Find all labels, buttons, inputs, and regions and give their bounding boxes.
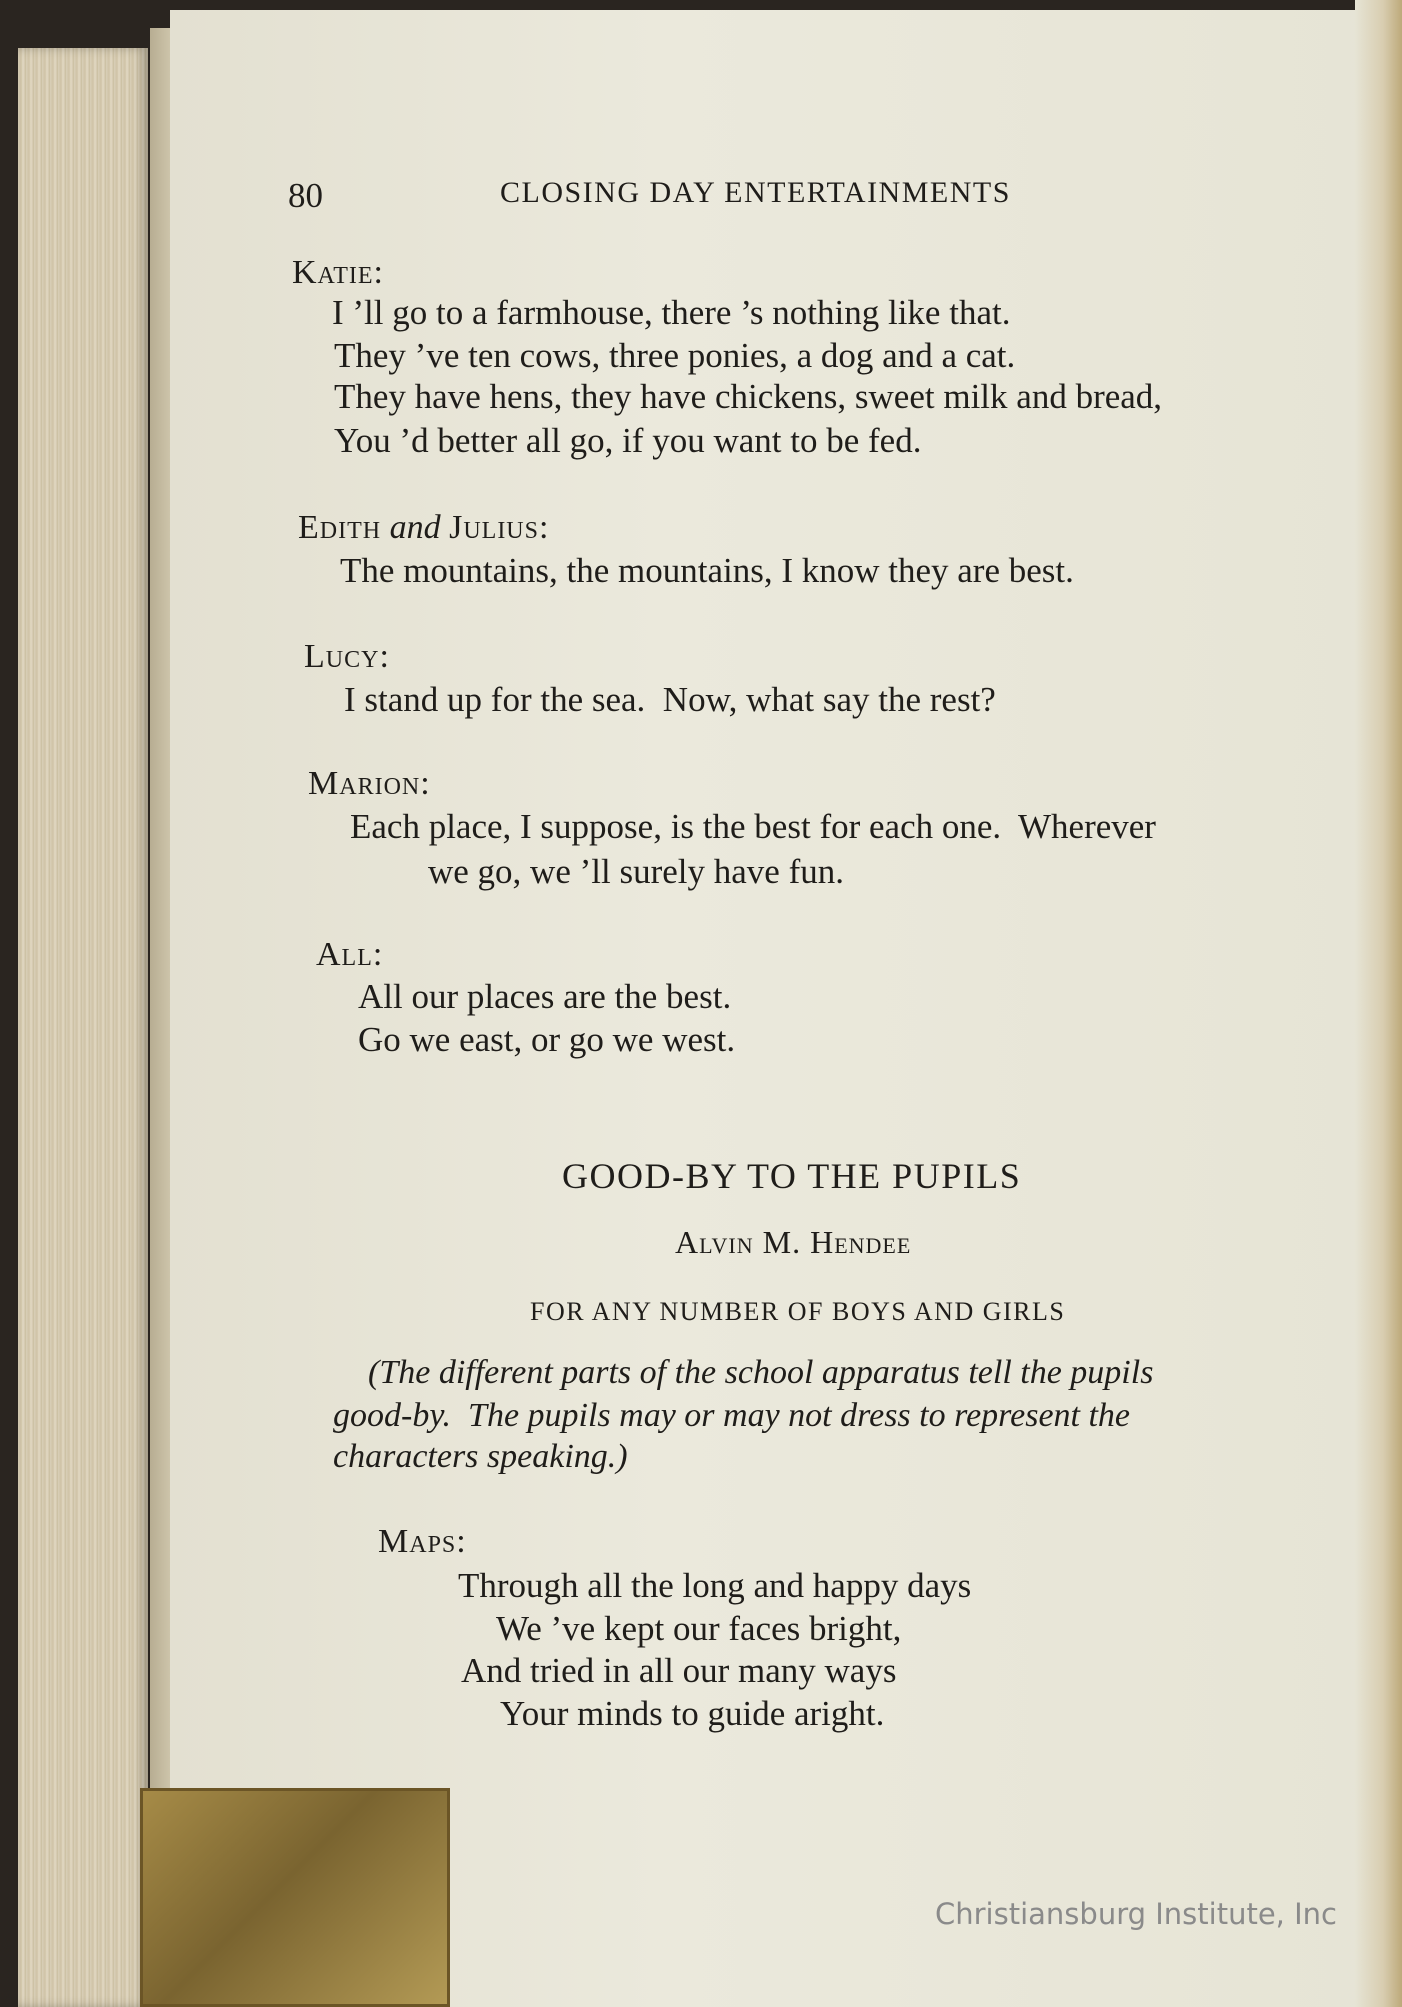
running-head: CLOSING DAY ENTERTAINMENTS — [500, 176, 1011, 209]
page-number: 80 — [288, 176, 323, 215]
speaker-label: Marion: — [308, 765, 430, 802]
verse-line: The mountains, the mountains, I know they are best. — [340, 551, 1074, 590]
verse-line: Each place, I suppose, is the best for each one. Wherever — [350, 807, 1156, 846]
stage-direction: (The different parts of the school apparatus tell the pupils — [368, 1354, 1154, 1391]
verse-line: And tried in all our many ways — [461, 1651, 897, 1690]
piece-title: GOOD-BY TO THE PUPILS — [562, 1156, 1022, 1196]
verse-line: They ’ve ten cows, three ponies, a dog and a cat. — [334, 336, 1016, 375]
speaker-label: Maps: — [378, 1523, 466, 1560]
speaker-label: Katie: — [292, 254, 383, 291]
brass-book-holder — [140, 1788, 450, 2007]
watermark: Christiansburg Institute, Inc — [935, 1897, 1337, 1931]
verse-line: I ’ll go to a farmhouse, there ’s nothing like that. — [332, 293, 1011, 332]
stage-direction: characters speaking.) — [333, 1438, 628, 1475]
speaker-label: Lucy: — [304, 638, 389, 675]
page-right-edge — [1355, 0, 1402, 2007]
verse-line: Your minds to guide aright. — [500, 1694, 885, 1733]
verse-line: We ’ve kept our faces bright, — [496, 1609, 902, 1648]
verse-line: we go, we ’ll surely have fun. — [428, 852, 844, 891]
verse-line: All our places are the best. — [358, 977, 732, 1016]
speaker-label: Edith and Julius: — [298, 509, 549, 546]
verse-line: Through all the long and happy days — [458, 1566, 972, 1605]
verse-line: You ’d better all go, if you want to be fed. — [334, 421, 922, 460]
verse-line: Go we east, or go we west. — [358, 1020, 736, 1059]
verse-line: They have hens, they have chickens, sweet milk and bread, — [334, 377, 1163, 416]
page-edges — [18, 48, 148, 2007]
piece-author: Alvin M. Hendee — [675, 1224, 912, 1260]
verse-line: I stand up for the sea. Now, what say the rest? — [344, 680, 996, 719]
speaker-label: All: — [316, 936, 383, 973]
piece-subtitle: FOR ANY NUMBER OF BOYS AND GIRLS — [530, 1297, 1066, 1326]
stage-direction: good-by. The pupils may or may not dress to represent the — [333, 1397, 1131, 1434]
